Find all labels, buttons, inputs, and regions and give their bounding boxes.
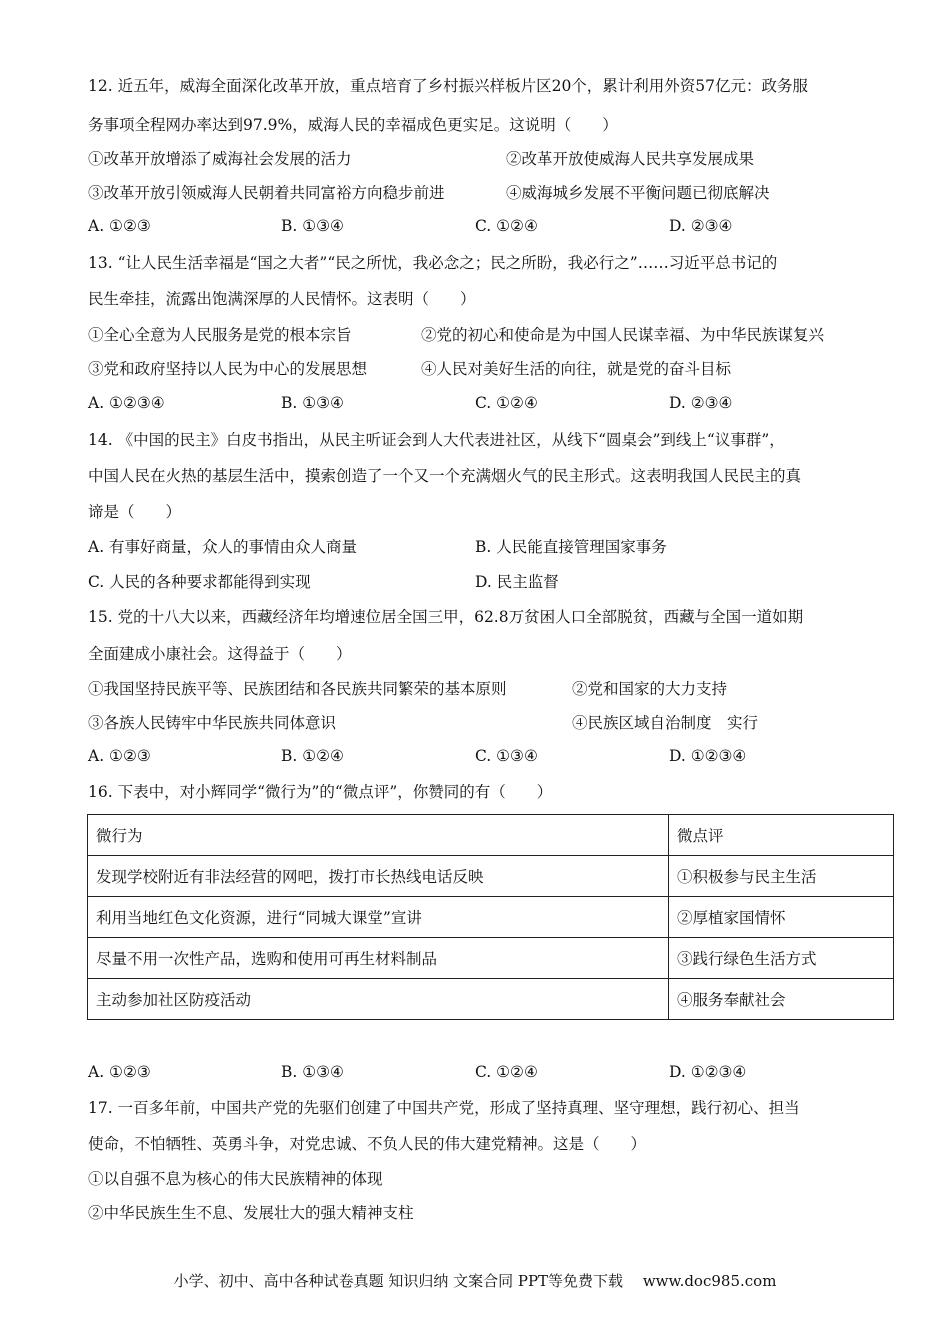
q12-stem-line-1: 12. 近五年，威海全面深化改革开放，重点培育了乡村振兴样板片区20个，累计利用外资57亿元：政务服: [88, 77, 809, 95]
q12-item-3: ③改革开放引领威海人民朝着共同富裕方向稳步前进: [88, 184, 445, 202]
page-footer: 小学、初中、高中各种试卷真题 知识归纳 文案合同 PPT等免费下载 www.doc985.com: [173, 1272, 777, 1290]
q17-stem-line-2: 使命，不怕牺牲、英勇斗争，对党忠诚、不负人民的伟大建党精神。这是（ ）: [88, 1135, 647, 1153]
q15-item-4: ④民族区域自治制度 实行: [572, 714, 759, 732]
q13-item-3: ③党和政府坚持以人民为中心的发展思想: [88, 360, 368, 378]
q16-choice-d: D. ①②③④: [669, 1063, 747, 1081]
table-header-cell: 微行为: [88, 815, 669, 856]
table-row: [88, 979, 894, 1020]
q14-stem-line-2: 中国人民在火热的基层生活中，摸索创造了一个又一个充满烟火气的民主形式。这表明我国人民民主的真: [88, 467, 802, 485]
q12-choice-c: C. ①②④: [475, 217, 538, 235]
q12-item-1: ①改革开放增添了威海社会发展的活力: [88, 150, 352, 168]
q14-choice-b: B. 人民能直接管理国家事务: [475, 538, 667, 556]
q13-item-2: ②党的初心和使命是为中国人民谋幸福、为中华民族谋复兴: [421, 326, 825, 344]
q12-choice-b: B. ①③④: [281, 217, 344, 235]
q13-stem-line-1: 13. “让人民生活幸福是“国之大者”“民之所忧，我必念之；民之所盼，我必行之”……习近平总书记的: [88, 254, 778, 272]
q14-stem-line-1: 14. 《中国的民主》白皮书指出，从民主听证会到人大代表进社区，从线下“圆桌会”到线上“议事群”，: [88, 431, 785, 449]
table-row: [88, 856, 894, 897]
q16-table: [87, 814, 894, 1020]
q16-choice-a: A. ①②③: [88, 1063, 151, 1081]
table-cell: 主动参加社区防疫活动: [88, 979, 669, 1020]
table-header-row: [88, 815, 894, 856]
q16-choice-b: B. ①③④: [281, 1063, 344, 1081]
q13-item-4: ④人民对美好生活的向往，就是党的奋斗目标: [421, 360, 732, 378]
table-cell: ④服务奉献社会: [669, 979, 894, 1020]
q12-item-4: ④威海城乡发展不平衡问题已彻底解决: [506, 184, 770, 202]
q15-choice-b: B. ①②④: [281, 747, 344, 765]
q15-stem-line-2: 全面建成小康社会。这得益于（ ）: [88, 645, 352, 663]
q13-item-1: ①全心全意为人民服务是党的根本宗旨: [88, 326, 352, 344]
table-row: [88, 897, 894, 938]
table-row: [88, 938, 894, 979]
q15-item-2: ②党和国家的大力支持: [572, 680, 728, 698]
q14-choice-d: D. 民主监督: [475, 573, 559, 591]
q16-choice-c: C. ①②④: [475, 1063, 538, 1081]
q15-choice-a: A. ①②③: [88, 747, 151, 765]
q15-stem-line-1: 15. 党的十八大以来，西藏经济年均增速位居全国三甲，62.8万贫困人口全部脱贫，西藏与全国一道如期: [88, 608, 804, 626]
q13-choice-c: C. ①②④: [475, 394, 538, 412]
q15-choice-c: C. ①③④: [475, 747, 538, 765]
q13-choice-a: A. ①②③④: [88, 394, 165, 412]
table-cell: 发现学校附近有非法经营的网吧，拨打市长热线电话反映: [88, 856, 669, 897]
q12-stem-line-2: 务事项全程网办率达到97.9%，威海人民的幸福成色更实足。这说明（ ）: [88, 116, 618, 134]
q15-choice-d: D. ①②③④: [669, 747, 747, 765]
q14-stem-line-3: 谛是（ ）: [88, 503, 182, 521]
q13-choice-b: B. ①③④: [281, 394, 344, 412]
q14-choice-a: A. 有事好商量，众人的事情由众人商量: [88, 538, 358, 556]
q17-item-1: ①以自强不息为核心的伟大民族精神的体现: [88, 1170, 383, 1188]
q14-choice-c: C. 人民的各种要求都能得到实现: [88, 573, 311, 591]
table-header-cell: 微点评: [669, 815, 894, 856]
q13-choice-d: D. ②③④: [669, 394, 733, 412]
table-cell: 利用当地红色文化资源，进行“同城大课堂”宣讲: [88, 897, 669, 938]
q13-stem-line-2: 民生牵挂，流露出饱满深厚的人民情怀。这表明（ ）: [88, 290, 476, 308]
table-cell: ①积极参与民主生活: [669, 856, 894, 897]
q17-item-2: ②中华民族生生不息、发展壮大的强大精神支柱: [88, 1204, 414, 1222]
table-cell: ③践行绿色生活方式: [669, 938, 894, 979]
table-cell: 尽量不用一次性产品，选购和使用可再生材料制品: [88, 938, 669, 979]
q12-choice-d: D. ②③④: [669, 217, 733, 235]
q17-stem-line-1: 17. 一百多年前，中国共产党的先驱们创建了中国共产党，形成了坚持真理、坚守理想，践行初心、担当: [88, 1099, 800, 1117]
q15-item-3: ③各族人民铸牢中华民族共同体意识: [88, 714, 337, 732]
q15-item-1: ①我国坚持民族平等、民族团结和各民族共同繁荣的基本原则: [88, 680, 507, 698]
q12-item-2: ②改革开放使威海人民共享发展成果: [506, 150, 755, 168]
q16-stem: 16. 下表中，对小辉同学“微行为”的“微点评”，你赞同的有（ ）: [88, 783, 553, 801]
q12-choice-a: A. ①②③: [88, 217, 151, 235]
table-cell: ②厚植家国情怀: [669, 897, 894, 938]
